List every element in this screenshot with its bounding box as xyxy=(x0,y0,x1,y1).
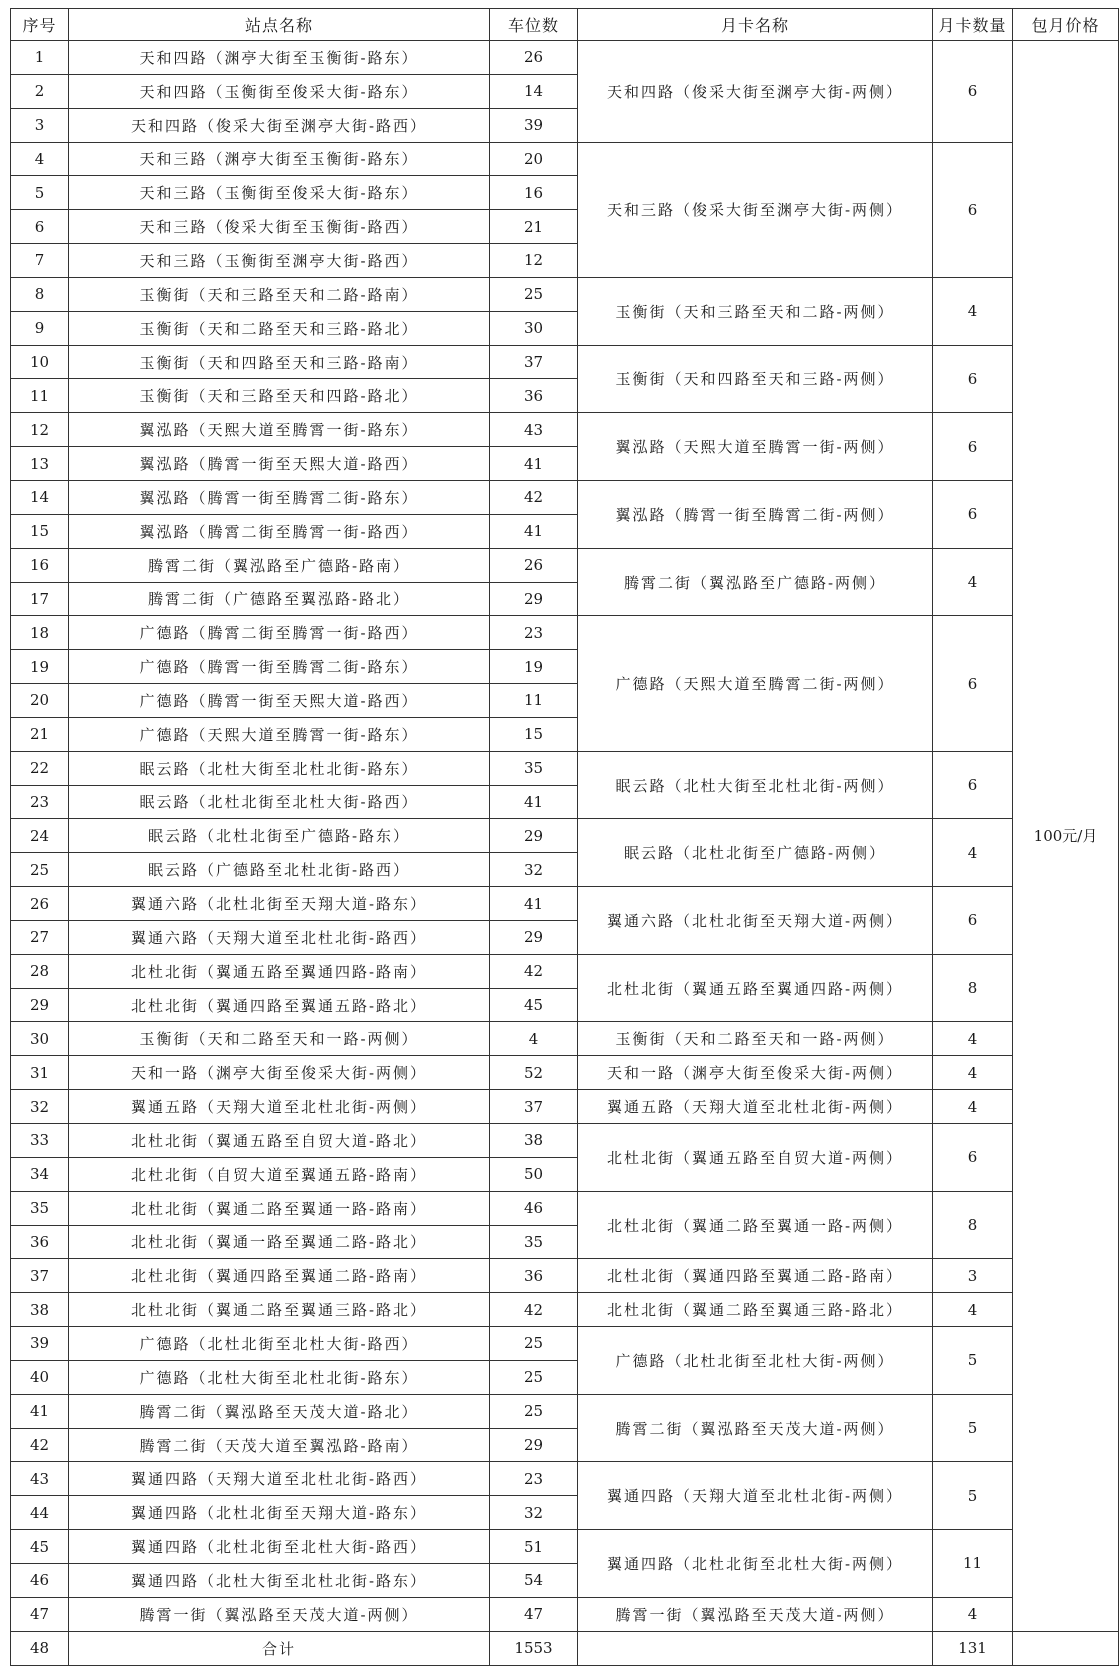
card-name-cell: 腾霄二街（翼泓路至广德路-两侧） xyxy=(578,548,933,616)
site-name-cell: 腾霄二街（广德路至翼泓路-路北） xyxy=(69,582,490,616)
parking-spaces-cell: 19 xyxy=(490,650,578,684)
serial-no-cell: 21 xyxy=(11,717,69,751)
card-name-cell: 翼通四路（天翔大道至北杜北街-两侧） xyxy=(578,1462,933,1530)
serial-no-cell: 29 xyxy=(11,988,69,1022)
site-name-cell: 广德路（腾霄一街至腾霄二街-路东） xyxy=(69,650,490,684)
parking-spaces-cell: 37 xyxy=(490,345,578,379)
monthly-price-cell: 100元/月 xyxy=(1013,41,1119,1632)
header-serial-no: 序号 xyxy=(11,9,69,41)
serial-no-cell: 18 xyxy=(11,616,69,650)
serial-no-cell: 31 xyxy=(11,1056,69,1090)
card-count-cell: 5 xyxy=(933,1462,1013,1530)
table-row xyxy=(11,1597,1119,1631)
serial-no-cell: 11 xyxy=(11,379,69,413)
card-name-cell: 北杜北街（翼通二路至翼通三路-路北） xyxy=(578,1293,933,1327)
table-row xyxy=(11,1394,1119,1428)
card-name-cell: 翼泓路（天熙大道至腾霄一街-两侧） xyxy=(578,413,933,481)
table-row xyxy=(11,954,1119,988)
header-card-count: 月卡数量 xyxy=(933,9,1013,41)
card-name-cell: 翼泓路（腾霄一街至腾霄二街-两侧） xyxy=(578,480,933,548)
card-count-cell: 6 xyxy=(933,480,1013,548)
card-count-cell: 6 xyxy=(933,887,1013,955)
parking-spaces-cell: 29 xyxy=(490,582,578,616)
site-name-cell: 广德路（腾霄二街至腾霄一街-路西） xyxy=(69,616,490,650)
site-name-cell: 翼通五路（天翔大道至北杜北街-两侧） xyxy=(69,1090,490,1124)
parking-spaces-cell: 21 xyxy=(490,210,578,244)
parking-spaces-cell: 16 xyxy=(490,176,578,210)
card-name-cell: 北杜北街（翼通五路至翼通四路-两侧） xyxy=(578,954,933,1022)
parking-spaces-cell: 54 xyxy=(490,1563,578,1597)
site-name-cell: 广德路（北杜大街至北杜北街-路东） xyxy=(69,1360,490,1394)
site-name-cell: 翼通四路（北杜北街至天翔大道-路东） xyxy=(69,1496,490,1530)
site-name-cell: 玉衡街（天和二路至天和三路-路北） xyxy=(69,311,490,345)
serial-no-cell: 2 xyxy=(11,74,69,108)
parking-spaces-cell: 20 xyxy=(490,142,578,176)
card-count-cell: 4 xyxy=(933,1597,1013,1631)
serial-no-cell: 9 xyxy=(11,311,69,345)
serial-no-cell: 37 xyxy=(11,1259,69,1293)
card-name-cell: 翼通四路（北杜北街至北杜大街-两侧） xyxy=(578,1530,933,1598)
site-name-cell: 翼通四路（北杜大街至北杜北街-路东） xyxy=(69,1563,490,1597)
table-row xyxy=(11,277,1119,311)
serial-no-cell: 22 xyxy=(11,751,69,785)
parking-spaces-cell: 41 xyxy=(490,785,578,819)
parking-spaces-cell: 35 xyxy=(490,1225,578,1259)
total-card-count-cell: 131 xyxy=(933,1631,1013,1665)
site-name-cell: 腾霄二街（天茂大道至翼泓路-路南） xyxy=(69,1428,490,1462)
parking-spaces-cell: 23 xyxy=(490,616,578,650)
site-name-cell: 腾霄二街（翼泓路至广德路-路南） xyxy=(69,548,490,582)
card-count-cell: 6 xyxy=(933,41,1013,143)
site-name-cell: 玉衡街（天和三路至天和二路-路南） xyxy=(69,277,490,311)
card-name-cell: 腾霄一街（翼泓路至天茂大道-两侧） xyxy=(578,1597,933,1631)
table-row xyxy=(11,480,1119,514)
table-row xyxy=(11,1259,1119,1293)
card-name-cell: 北杜北街（翼通二路至翼通一路-两侧） xyxy=(578,1191,933,1259)
table-row xyxy=(11,41,1119,75)
serial-no-cell: 24 xyxy=(11,819,69,853)
site-name-cell: 北杜北街（翼通五路至翼通四路-路南） xyxy=(69,954,490,988)
header-parking-spaces: 车位数 xyxy=(490,9,578,41)
table-row xyxy=(11,1191,1119,1225)
serial-no-cell: 14 xyxy=(11,480,69,514)
parking-spaces-cell: 12 xyxy=(490,244,578,278)
site-name-cell: 北杜北街（翼通二路至翼通三路-路北） xyxy=(69,1293,490,1327)
site-name-cell: 眠云路（北杜大街至北杜北街-路东） xyxy=(69,751,490,785)
site-name-cell: 翼通六路（北杜北街至天翔大道-路东） xyxy=(69,887,490,921)
serial-no-cell: 46 xyxy=(11,1563,69,1597)
serial-no-cell: 7 xyxy=(11,244,69,278)
card-name-cell: 天和三路（俊采大街至渊亭大街-两侧） xyxy=(578,142,933,277)
table-body xyxy=(11,41,1119,1666)
parking-spaces-cell: 50 xyxy=(490,1157,578,1191)
total-card-name-cell xyxy=(578,1631,933,1665)
serial-no-cell: 42 xyxy=(11,1428,69,1462)
card-count-cell: 4 xyxy=(933,548,1013,616)
page-title-fragment xyxy=(0,0,1080,8)
parking-spaces-cell: 42 xyxy=(490,1293,578,1327)
parking-spaces-cell: 41 xyxy=(490,514,578,548)
serial-no-cell: 44 xyxy=(11,1496,69,1530)
table-row xyxy=(11,819,1119,853)
site-name-cell: 翼泓路（腾霄一街至腾霄二街-路东） xyxy=(69,480,490,514)
serial-no-cell: 41 xyxy=(11,1394,69,1428)
serial-no-cell: 26 xyxy=(11,887,69,921)
serial-no-cell: 20 xyxy=(11,684,69,718)
table-row xyxy=(11,548,1119,582)
parking-spaces-cell: 41 xyxy=(490,887,578,921)
serial-no-cell: 36 xyxy=(11,1225,69,1259)
table-row xyxy=(11,1124,1119,1158)
serial-no-cell: 25 xyxy=(11,853,69,887)
card-name-cell: 腾霄二街（翼泓路至天茂大道-两侧） xyxy=(578,1394,933,1462)
parking-spaces-cell: 25 xyxy=(490,1327,578,1361)
serial-no-cell: 39 xyxy=(11,1327,69,1361)
parking-spaces-cell: 25 xyxy=(490,1360,578,1394)
card-count-cell: 6 xyxy=(933,1124,1013,1192)
site-name-cell: 腾霄二街（翼泓路至天茂大道-路北） xyxy=(69,1394,490,1428)
site-name-cell: 眠云路（北杜北街至广德路-路东） xyxy=(69,819,490,853)
table-row xyxy=(11,616,1119,650)
site-name-cell: 北杜北街（翼通二路至翼通一路-路南） xyxy=(69,1191,490,1225)
table-row xyxy=(11,1022,1119,1056)
serial-no-cell: 5 xyxy=(11,176,69,210)
site-name-cell: 北杜北街（自贸大道至翼通五路-路南） xyxy=(69,1157,490,1191)
parking-spaces-cell: 43 xyxy=(490,413,578,447)
serial-no-cell: 19 xyxy=(11,650,69,684)
card-count-cell: 11 xyxy=(933,1530,1013,1598)
site-name-cell: 翼泓路（腾霄一街至天熙大道-路西） xyxy=(69,447,490,481)
serial-no-cell: 34 xyxy=(11,1157,69,1191)
parking-spaces-cell: 38 xyxy=(490,1124,578,1158)
site-name-cell: 天和三路（玉衡街至渊亭大街-路西） xyxy=(69,244,490,278)
card-name-cell: 玉衡街（天和二路至天和一路-两侧） xyxy=(578,1022,933,1056)
card-count-cell: 8 xyxy=(933,1191,1013,1259)
parking-spaces-cell: 41 xyxy=(490,447,578,481)
serial-no-cell: 27 xyxy=(11,920,69,954)
header-card-name: 月卡名称 xyxy=(578,9,933,41)
parking-spaces-cell: 29 xyxy=(490,1428,578,1462)
parking-spaces-cell: 39 xyxy=(490,108,578,142)
serial-no-cell: 8 xyxy=(11,277,69,311)
table-row xyxy=(11,1293,1119,1327)
parking-spaces-cell: 51 xyxy=(490,1530,578,1564)
parking-spaces-cell: 42 xyxy=(490,480,578,514)
serial-no-cell: 45 xyxy=(11,1530,69,1564)
table-row xyxy=(11,1056,1119,1090)
card-count-cell: 4 xyxy=(933,1293,1013,1327)
table-row xyxy=(11,751,1119,785)
site-name-cell: 天和四路（玉衡街至俊采大街-路东） xyxy=(69,74,490,108)
serial-no-cell: 3 xyxy=(11,108,69,142)
site-name-cell: 玉衡街（天和四路至天和三路-路南） xyxy=(69,345,490,379)
site-name-cell: 北杜北街（翼通一路至翼通二路-路北） xyxy=(69,1225,490,1259)
card-count-cell: 6 xyxy=(933,142,1013,277)
card-name-cell: 北杜北街（翼通四路至翼通二路-路南） xyxy=(578,1259,933,1293)
site-name-cell: 天和三路（玉衡街至俊采大街-路东） xyxy=(69,176,490,210)
card-count-cell: 3 xyxy=(933,1259,1013,1293)
site-name-cell: 广德路（天熙大道至腾霄一街-路东） xyxy=(69,717,490,751)
serial-no-cell: 35 xyxy=(11,1191,69,1225)
parking-spaces-cell: 23 xyxy=(490,1462,578,1496)
parking-spaces-cell: 25 xyxy=(490,1394,578,1428)
site-name-cell: 翼通四路（天翔大道至北杜北街-路西） xyxy=(69,1462,490,1496)
parking-spaces-cell: 4 xyxy=(490,1022,578,1056)
site-name-cell: 天和一路（渊亭大街至俊采大街-两侧） xyxy=(69,1056,490,1090)
serial-no-cell: 17 xyxy=(11,582,69,616)
serial-no-cell: 16 xyxy=(11,548,69,582)
total-label-cell: 合计 xyxy=(69,1631,490,1665)
serial-no-cell: 40 xyxy=(11,1360,69,1394)
parking-spaces-cell: 36 xyxy=(490,1259,578,1293)
parking-spaces-cell: 29 xyxy=(490,819,578,853)
serial-no-cell: 4 xyxy=(11,142,69,176)
table-row xyxy=(11,1530,1119,1564)
card-name-cell: 天和一路（渊亭大街至俊采大街-两侧） xyxy=(578,1056,933,1090)
parking-spaces-cell: 32 xyxy=(490,853,578,887)
card-name-cell: 天和四路（俊采大街至渊亭大街-两侧） xyxy=(578,41,933,143)
serial-no-cell: 1 xyxy=(11,41,69,75)
parking-spaces-cell: 26 xyxy=(490,41,578,75)
header-site-name: 站点名称 xyxy=(69,9,490,41)
serial-no-cell: 32 xyxy=(11,1090,69,1124)
site-name-cell: 玉衡街（天和二路至天和一路-两侧） xyxy=(69,1022,490,1056)
serial-no-cell: 30 xyxy=(11,1022,69,1056)
card-name-cell: 玉衡街（天和三路至天和二路-两侧） xyxy=(578,277,933,345)
card-name-cell: 广德路（天熙大道至腾霄二街-两侧） xyxy=(578,616,933,751)
header-monthly-price: 包月价格 xyxy=(1013,9,1119,41)
card-name-cell: 翼通五路（天翔大道至北杜北街-两侧） xyxy=(578,1090,933,1124)
parking-spaces-cell: 14 xyxy=(490,74,578,108)
site-name-cell: 天和四路（渊亭大街至玉衡街-路东） xyxy=(69,41,490,75)
table-row xyxy=(11,142,1119,176)
card-count-cell: 5 xyxy=(933,1394,1013,1462)
site-name-cell: 翼泓路（腾霄二街至腾霄一街-路西） xyxy=(69,514,490,548)
parking-spaces-cell: 11 xyxy=(490,684,578,718)
parking-spaces-cell: 35 xyxy=(490,751,578,785)
card-count-cell: 4 xyxy=(933,819,1013,887)
site-name-cell: 北杜北街（翼通四路至翼通二路-路南） xyxy=(69,1259,490,1293)
table-row xyxy=(11,1327,1119,1361)
card-name-cell: 广德路（北杜北街至北杜大街-两侧） xyxy=(578,1327,933,1395)
serial-no-cell: 12 xyxy=(11,413,69,447)
parking-spaces-cell: 30 xyxy=(490,311,578,345)
site-name-cell: 广德路（北杜北街至北杜大街-路西） xyxy=(69,1327,490,1361)
parking-spaces-cell: 32 xyxy=(490,1496,578,1530)
card-count-cell: 6 xyxy=(933,751,1013,819)
parking-spaces-cell: 47 xyxy=(490,1597,578,1631)
card-count-cell: 4 xyxy=(933,1022,1013,1056)
serial-no-cell: 43 xyxy=(11,1462,69,1496)
site-name-cell: 广德路（腾霄一街至天熙大道-路西） xyxy=(69,684,490,718)
total-serial-no-cell: 48 xyxy=(11,1631,69,1665)
header-row xyxy=(11,9,1119,41)
parking-monthly-card-table xyxy=(10,8,1119,1666)
parking-spaces-cell: 29 xyxy=(490,920,578,954)
serial-no-cell: 15 xyxy=(11,514,69,548)
serial-no-cell: 33 xyxy=(11,1124,69,1158)
total-row xyxy=(11,1631,1119,1665)
site-name-cell: 翼通四路（北杜北街至北杜大街-路西） xyxy=(69,1530,490,1564)
site-name-cell: 天和三路（俊采大街至玉衡街-路西） xyxy=(69,210,490,244)
card-name-cell: 翼通六路（北杜北街至天翔大道-两侧） xyxy=(578,887,933,955)
serial-no-cell: 47 xyxy=(11,1597,69,1631)
site-name-cell: 翼通六路（天翔大道至北杜北街-路西） xyxy=(69,920,490,954)
site-name-cell: 玉衡街（天和三路至天和四路-路北） xyxy=(69,379,490,413)
total-parking-spaces-cell: 1553 xyxy=(490,1631,578,1665)
site-name-cell: 北杜北街（翼通五路至自贸大道-路北） xyxy=(69,1124,490,1158)
site-name-cell: 眠云路（北杜北街至北杜大街-路西） xyxy=(69,785,490,819)
parking-spaces-cell: 45 xyxy=(490,988,578,1022)
site-name-cell: 天和三路（渊亭大街至玉衡街-路东） xyxy=(69,142,490,176)
card-name-cell: 眠云路（北杜大街至北杜北街-两侧） xyxy=(578,751,933,819)
card-count-cell: 8 xyxy=(933,954,1013,1022)
parking-spaces-cell: 46 xyxy=(490,1191,578,1225)
site-name-cell: 天和四路（俊采大街至渊亭大街-路西） xyxy=(69,108,490,142)
table-row xyxy=(11,1090,1119,1124)
site-name-cell: 北杜北街（翼通四路至翼通五路-路北） xyxy=(69,988,490,1022)
serial-no-cell: 13 xyxy=(11,447,69,481)
card-count-cell: 4 xyxy=(933,1090,1013,1124)
card-count-cell: 6 xyxy=(933,616,1013,751)
site-name-cell: 翼泓路（天熙大道至腾霄一街-路东） xyxy=(69,413,490,447)
card-count-cell: 5 xyxy=(933,1327,1013,1395)
serial-no-cell: 6 xyxy=(11,210,69,244)
table-row xyxy=(11,345,1119,379)
card-name-cell: 玉衡街（天和四路至天和三路-两侧） xyxy=(578,345,933,413)
site-name-cell: 腾霄一街（翼泓路至天茂大道-两侧） xyxy=(69,1597,490,1631)
serial-no-cell: 10 xyxy=(11,345,69,379)
card-count-cell: 6 xyxy=(933,345,1013,413)
table-row xyxy=(11,1462,1119,1496)
total-price-cell xyxy=(1013,1631,1119,1665)
card-count-cell: 4 xyxy=(933,1056,1013,1090)
card-count-cell: 6 xyxy=(933,413,1013,481)
parking-spaces-cell: 15 xyxy=(490,717,578,751)
parking-spaces-cell: 37 xyxy=(490,1090,578,1124)
parking-spaces-cell: 52 xyxy=(490,1056,578,1090)
card-name-cell: 眠云路（北杜北街至广德路-两侧） xyxy=(578,819,933,887)
parking-spaces-cell: 36 xyxy=(490,379,578,413)
card-name-cell: 北杜北街（翼通五路至自贸大道-两侧） xyxy=(578,1124,933,1192)
table-row xyxy=(11,887,1119,921)
parking-spaces-cell: 42 xyxy=(490,954,578,988)
serial-no-cell: 38 xyxy=(11,1293,69,1327)
parking-spaces-cell: 25 xyxy=(490,277,578,311)
site-name-cell: 眠云路（广德路至北杜北街-路西） xyxy=(69,853,490,887)
serial-no-cell: 28 xyxy=(11,954,69,988)
table-row xyxy=(11,413,1119,447)
serial-no-cell: 23 xyxy=(11,785,69,819)
card-count-cell: 4 xyxy=(933,277,1013,345)
parking-spaces-cell: 26 xyxy=(490,548,578,582)
